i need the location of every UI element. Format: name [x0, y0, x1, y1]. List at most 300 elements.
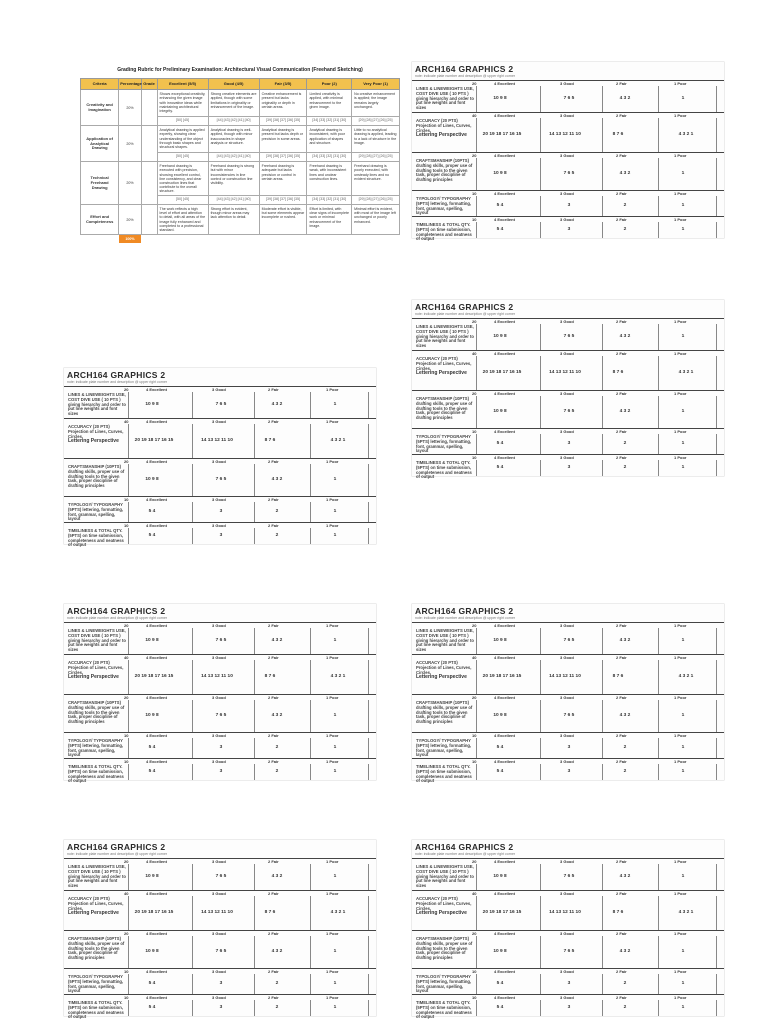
score-options[interactable]: 1	[333, 874, 337, 879]
score-options[interactable]: 7 6 5	[563, 949, 575, 954]
criteria-block	[64, 386, 376, 418]
table-divider	[476, 628, 477, 654]
criteria-label: TYPOLOGY/ TYPOGRAPHY (5PTS) lettering, formatting, font, grammar, spelling, layout	[68, 974, 124, 994]
score-options[interactable]: 2	[275, 769, 279, 774]
criteria-block	[412, 968, 724, 994]
rating-header: 2 Fair	[616, 113, 627, 118]
score-options[interactable]: 3	[567, 1005, 571, 1010]
table-divider	[658, 628, 659, 654]
score-options[interactable]: 4 3 2	[271, 477, 283, 482]
score-options[interactable]: 10 9 8	[145, 402, 159, 407]
rating-header: 2 Fair	[616, 455, 627, 460]
score-options[interactable]: 1	[681, 465, 685, 470]
score-options[interactable]: 3	[567, 227, 571, 232]
score-options[interactable]: 14 13 12 11 10	[201, 674, 233, 679]
rubric-descriptor: Freehand drawing is adequate but lacks precision or control in certain areas.	[259, 162, 307, 196]
rating-header: 2 Fair	[616, 319, 627, 324]
table-divider	[658, 700, 659, 732]
criteria-label: TIMELINESS & TOTAL QTY. (5PTS) on time submission, completeness and neatness of output	[416, 1000, 472, 1020]
rating-header: 1 Poor	[326, 419, 339, 424]
score-options[interactable]: 3	[567, 981, 571, 986]
criteria-label: CRAFTSMANSHIP (10PTS) drafting skills, proper use of drafting tools to the given task, proper discipline of drafting principles	[416, 700, 473, 725]
score-options[interactable]: 2	[623, 769, 627, 774]
criteria-label: ACCURACY (20 PTS) Projection of Lines, Curves, Circles, Lettering Perspective	[416, 357, 474, 377]
rubric-header: Percentage	[119, 78, 141, 90]
score-options[interactable]: 4 3 2	[619, 409, 631, 414]
score-options[interactable]: 1	[681, 171, 685, 176]
table-divider	[602, 158, 603, 190]
rating-header: 2 Fair	[616, 191, 627, 196]
table-divider	[658, 196, 659, 216]
score-options[interactable]: 4 3 2	[271, 949, 283, 954]
rubric-criteria: Technical Freehand Drawing	[81, 162, 119, 205]
table-divider	[368, 392, 369, 418]
score-options[interactable]: 1	[333, 745, 337, 750]
score-options[interactable]: 10 9 8	[493, 96, 507, 101]
table-divider	[602, 222, 603, 238]
rubric-percentage: 20%	[119, 205, 141, 235]
sheet-title: ARCH164 GRAPHICS 2	[67, 606, 166, 616]
table-divider	[540, 896, 541, 930]
table-divider	[192, 392, 193, 418]
criteria-header	[64, 890, 376, 897]
score-options[interactable]: 1	[333, 533, 337, 538]
score-options[interactable]: 4 3 2 1	[330, 438, 346, 443]
score-options[interactable]: 8 7 6	[612, 132, 624, 137]
score-options[interactable]: 14 13 12 11 10	[201, 910, 233, 915]
score-options[interactable]: 5 4	[148, 509, 156, 514]
criteria-points: 40	[124, 419, 129, 424]
score-options[interactable]: 1	[681, 949, 685, 954]
score-options[interactable]: 8 7 6	[264, 910, 276, 915]
table-divider	[368, 896, 369, 930]
criteria-label: TIMELINESS & TOTAL QTY. (5PTS) on time submission, completeness and neatness of output	[416, 764, 472, 784]
rubric-score-options: [34] [33] [32] [31] [30]	[307, 196, 352, 205]
rating-header: 3 Good	[212, 759, 226, 764]
score-options[interactable]: 8 7 6	[612, 910, 624, 915]
score-options[interactable]: 7 6 5	[563, 409, 575, 414]
score-options[interactable]: 5 4	[496, 441, 504, 446]
table-divider	[658, 974, 659, 994]
score-options[interactable]: 14 13 12 11 10	[549, 370, 581, 375]
score-options[interactable]: 4 3 2	[619, 874, 631, 879]
rubric-descriptor: Freehand drawing is executed with precision, showing excellent control, line consistency, and clear construction lines that contribute to the overall structure.	[157, 162, 208, 196]
rubric-grade-cell[interactable]	[141, 126, 157, 162]
score-options[interactable]: 1	[681, 769, 685, 774]
rating-header: 3 Good	[212, 969, 226, 974]
score-options[interactable]: 1	[681, 745, 685, 750]
table-divider	[602, 974, 603, 994]
score-options[interactable]: 7 6 5	[563, 171, 575, 176]
score-options[interactable]: 1	[333, 713, 337, 718]
criteria-points: 10	[472, 191, 477, 196]
criteria-block	[412, 216, 724, 242]
score-options[interactable]: 5 4	[496, 769, 504, 774]
rubric-descriptor: No creative enhancement is applied; the image remains largely unchanged.	[352, 90, 400, 117]
score-options[interactable]: 1	[681, 96, 685, 101]
score-options[interactable]: 7 6 5	[215, 874, 227, 879]
score-options[interactable]: 5 4	[496, 1005, 504, 1010]
score-options[interactable]: 2	[623, 203, 627, 208]
sheet-header	[412, 300, 724, 319]
score-options[interactable]: 20 19 18 17 16 15	[134, 438, 174, 443]
table-divider	[128, 896, 129, 930]
criteria-label: LINES & LINEWEIGHTS USE, COST DIVE USE ( 10 PTS ) giving hierarchy and order to put line weights and font sizes	[416, 324, 474, 349]
score-options[interactable]: 8 7 6	[612, 370, 624, 375]
sheet-subtitle: note: indicate plate number and description @ upper right corner	[67, 380, 168, 384]
rating-header: 1 Poor	[326, 733, 339, 738]
score-options[interactable]: 3	[567, 441, 571, 446]
score-options[interactable]: 7 6 5	[563, 713, 575, 718]
criteria-points: 40	[472, 891, 477, 896]
score-options[interactable]: 2	[275, 509, 279, 514]
score-options[interactable]: 2	[275, 533, 279, 538]
rating-header: 2 Fair	[268, 695, 279, 700]
table-divider	[128, 660, 129, 694]
score-options[interactable]: 1	[333, 402, 337, 407]
rating-header: 4 Excellent	[494, 351, 515, 356]
score-options[interactable]: 14 13 12 11 10	[549, 910, 581, 915]
score-options[interactable]: 10 9 8	[493, 713, 507, 718]
score-options[interactable]: 20 19 18 17 16 15	[482, 674, 522, 679]
table-divider	[310, 738, 311, 758]
rating-header: 2 Fair	[616, 429, 627, 434]
score-options[interactable]: 7 6 5	[563, 96, 575, 101]
table-divider	[192, 700, 193, 732]
score-options[interactable]: 14 13 12 11 10	[201, 438, 233, 443]
rubric-grade-cell[interactable]	[141, 205, 157, 235]
rubric-table	[80, 78, 400, 243]
score-options[interactable]: 2	[275, 981, 279, 986]
rubric-grade-cell[interactable]	[141, 162, 157, 205]
sheet-title: ARCH164 GRAPHICS 2	[67, 370, 166, 380]
rating-header: 3 Good	[212, 931, 226, 936]
score-options[interactable]: 4 3 2	[619, 638, 631, 643]
score-options[interactable]: 1	[681, 227, 685, 232]
score-options[interactable]: 5 4	[496, 203, 504, 208]
score-options[interactable]: 10 9 8	[145, 477, 159, 482]
score-options[interactable]: 3	[219, 509, 223, 514]
score-options[interactable]: 7 6 5	[215, 638, 227, 643]
criteria-block	[412, 152, 724, 190]
rating-header: 4 Excellent	[146, 733, 167, 738]
rating-header: 1 Poor	[326, 387, 339, 392]
criteria-header	[64, 418, 376, 425]
criteria-block	[412, 112, 724, 152]
table-divider	[540, 118, 541, 152]
table-divider	[602, 324, 603, 350]
score-options[interactable]: 5 4	[148, 745, 156, 750]
score-options[interactable]: 1	[681, 441, 685, 446]
table-divider	[716, 936, 717, 968]
rating-header: 3 Good	[212, 891, 226, 896]
table-divider	[658, 86, 659, 112]
rating-header: 4 Excellent	[494, 655, 515, 660]
score-options[interactable]: 10 9 8	[493, 334, 507, 339]
score-options[interactable]: 10 9 8	[493, 874, 507, 879]
rubric-percentage: 20%	[119, 162, 141, 205]
rating-header: 2 Fair	[268, 995, 279, 1000]
table-divider	[658, 936, 659, 968]
criteria-label: CRAFTSMANSHIP (10PTS) drafting skills, proper use of drafting tools to the given task, proper discipline of drafting principles	[68, 700, 125, 725]
score-options[interactable]: 2	[623, 745, 627, 750]
score-options[interactable]: 10 9 8	[145, 874, 159, 879]
criteria-label: ACCURACY (20 PTS) Projection of Lines, Curves, Circles, Lettering Perspective	[416, 661, 474, 681]
score-options[interactable]: 7 6 5	[563, 874, 575, 879]
score-options[interactable]: 2	[623, 227, 627, 232]
rating-header: 4 Excellent	[146, 387, 167, 392]
score-options[interactable]: 1	[681, 981, 685, 986]
score-options[interactable]: 7 6 5	[563, 334, 575, 339]
score-options[interactable]: 1	[681, 203, 685, 208]
score-options[interactable]: 1	[681, 874, 685, 879]
criteria-block	[412, 732, 724, 758]
table-divider	[192, 528, 193, 544]
score-options[interactable]: 4 3 2	[619, 713, 631, 718]
rubric-descriptor: Freehand drawing is strong but with minor inconsistencies in line control or construction line visibility.	[208, 162, 259, 196]
criteria-block	[64, 418, 376, 458]
criteria-block	[64, 622, 376, 654]
score-options[interactable]: 3	[567, 769, 571, 774]
table-divider	[368, 424, 369, 458]
score-options[interactable]: 3	[219, 533, 223, 538]
table-divider	[540, 764, 541, 780]
table-divider	[368, 764, 369, 780]
criteria-block	[412, 758, 724, 784]
score-options[interactable]: 5 4	[496, 745, 504, 750]
criteria-points: 20	[472, 319, 477, 324]
table-divider	[254, 392, 255, 418]
score-options[interactable]: 7 6 5	[215, 713, 227, 718]
criteria-label: TYPOLOGY/ TYPOGRAPHY (5PTS) lettering, formatting, font, grammar, spelling, layout	[416, 974, 472, 994]
criteria-label: TYPOLOGY/ TYPOGRAPHY (5PTS) lettering, formatting, font, grammar, spelling, layout	[68, 738, 124, 758]
score-options[interactable]: 3	[567, 203, 571, 208]
rating-header: 1 Poor	[326, 655, 339, 660]
score-options[interactable]: 20 19 18 17 16 15	[482, 910, 522, 915]
rubric-criteria: Application of Analytical Drawing	[81, 126, 119, 162]
rating-header: 4 Excellent	[146, 623, 167, 628]
rating-header: 1 Poor	[674, 995, 687, 1000]
rating-header: 2 Fair	[268, 623, 279, 628]
table-divider	[310, 764, 311, 780]
sheet-title: ARCH164 GRAPHICS 2	[415, 64, 514, 74]
score-options[interactable]: 3	[219, 769, 223, 774]
score-options[interactable]: 4 3 2 1	[330, 910, 346, 915]
score-options[interactable]: 2	[275, 745, 279, 750]
score-options[interactable]: 5 4	[148, 533, 156, 538]
rating-header: 1 Poor	[674, 191, 687, 196]
score-options[interactable]: 8 7 6	[612, 674, 624, 679]
criteria-block	[412, 994, 724, 1020]
rating-header: 3 Good	[212, 419, 226, 424]
score-options[interactable]: 20 19 18 17 16 15	[134, 674, 174, 679]
score-options[interactable]: 1	[333, 949, 337, 954]
score-options[interactable]: 1	[681, 1005, 685, 1010]
score-options[interactable]: 3	[567, 465, 571, 470]
score-options[interactable]: 5 4	[148, 981, 156, 986]
criteria-block	[64, 732, 376, 758]
criteria-label-emphasis: Lettering Perspective	[416, 674, 467, 681]
criteria-label: CRAFTSMANSHIP (10PTS) drafting skills, proper use of drafting tools to the given task, proper discipline of drafting principles	[68, 464, 125, 489]
score-options[interactable]: 7 6 5	[215, 949, 227, 954]
rating-header: 3 Good	[212, 655, 226, 660]
score-options[interactable]: 8 7 6	[264, 674, 276, 679]
rubric-header-row	[81, 78, 400, 90]
score-options[interactable]: 10 9 8	[493, 171, 507, 176]
score-options[interactable]: 1	[681, 638, 685, 643]
score-options[interactable]: 1	[333, 1005, 337, 1010]
table-divider	[192, 628, 193, 654]
score-options[interactable]: 7 6 5	[215, 477, 227, 482]
score-options[interactable]: 2	[623, 441, 627, 446]
score-options[interactable]: 20 19 18 17 16 15	[482, 132, 522, 137]
rating-header: 1 Poor	[326, 891, 339, 896]
score-options[interactable]: 3	[219, 745, 223, 750]
score-options[interactable]: 5 4	[148, 769, 156, 774]
score-options[interactable]: 4 3 2	[271, 713, 283, 718]
score-options[interactable]: 1	[333, 638, 337, 643]
criteria-header	[412, 350, 724, 357]
rating-header: 4 Excellent	[494, 969, 515, 974]
rating-header: 3 Good	[560, 931, 574, 936]
criteria-label: TIMELINESS & TOTAL QTY. (5PTS) on time submission, completeness and neatness of output	[416, 460, 472, 480]
score-options[interactable]: 14 13 12 11 10	[549, 674, 581, 679]
table-divider	[602, 628, 603, 654]
rubric-grade-cell[interactable]	[141, 90, 157, 126]
sheet-subtitle: note: indicate plate number and description @ upper right corner	[415, 616, 516, 620]
criteria-label: LINES & LINEWEIGHTS USE, COST DIVE USE ( 10 PTS ) giving hierarchy and order to put line weights and font sizes	[68, 864, 126, 889]
criteria-block	[412, 694, 724, 732]
score-options[interactable]: 10 9 8	[493, 638, 507, 643]
score-options[interactable]: 14 13 12 11 10	[549, 132, 581, 137]
rubric-score-options: [50] [45]	[157, 196, 208, 205]
score-options[interactable]: 10 9 8	[493, 409, 507, 414]
table-divider	[540, 356, 541, 390]
table-divider	[310, 392, 311, 418]
score-options[interactable]: 8 7 6	[264, 438, 276, 443]
table-divider	[254, 502, 255, 522]
score-options[interactable]: 7 6 5	[215, 402, 227, 407]
rating-header: 2 Fair	[616, 391, 627, 396]
score-options[interactable]: 4 3 2	[619, 96, 631, 101]
score-options[interactable]: 5 4	[148, 1005, 156, 1010]
score-options[interactable]: 10 9 8	[493, 949, 507, 954]
rating-header: 1 Poor	[674, 391, 687, 396]
score-options[interactable]: 3	[567, 745, 571, 750]
score-options[interactable]: 3	[219, 981, 223, 986]
score-options[interactable]: 10 9 8	[145, 638, 159, 643]
rubric-total-row	[81, 234, 400, 243]
score-options[interactable]: 1	[333, 981, 337, 986]
criteria-block	[412, 390, 724, 428]
score-options[interactable]: 20 19 18 17 16 15	[134, 910, 174, 915]
rating-header: 3 Good	[560, 623, 574, 628]
rating-header: 1 Poor	[674, 859, 687, 864]
table-divider	[716, 434, 717, 454]
score-options[interactable]: 10 9 8	[145, 949, 159, 954]
criteria-header	[412, 654, 724, 661]
score-options[interactable]: 4 3 2	[619, 334, 631, 339]
score-options[interactable]: 2	[623, 1005, 627, 1010]
rating-header: 1 Poor	[326, 859, 339, 864]
score-options[interactable]: 4 3 2 1	[678, 910, 694, 915]
criteria-label: TYPOLOGY/ TYPOGRAPHY (5PTS) lettering, formatting, font, grammar, spelling, layout	[416, 434, 472, 454]
score-options[interactable]: 4 3 2 1	[678, 674, 694, 679]
table-divider	[540, 196, 541, 216]
score-options[interactable]: 1	[333, 769, 337, 774]
score-options[interactable]: 10 9 8	[145, 713, 159, 718]
table-divider	[540, 700, 541, 732]
table-divider	[254, 738, 255, 758]
score-options[interactable]: 5 4	[496, 981, 504, 986]
criteria-points: 20	[472, 391, 477, 396]
table-divider	[602, 660, 603, 694]
score-options[interactable]: 4 3 2	[619, 171, 631, 176]
table-divider	[658, 396, 659, 428]
rating-header: 1 Poor	[326, 523, 339, 528]
score-options[interactable]: 1	[681, 334, 685, 339]
table-divider	[476, 86, 477, 112]
score-options[interactable]: 1	[681, 713, 685, 718]
rubric-score-options: [39] [38] [37] [36] [35]	[259, 153, 307, 162]
score-options[interactable]: 1	[681, 409, 685, 414]
rating-header: 2 Fair	[616, 153, 627, 158]
score-options[interactable]: 1	[333, 509, 337, 514]
sheet-header	[64, 604, 376, 623]
score-options[interactable]: 3	[219, 1005, 223, 1010]
score-options[interactable]: 2	[623, 465, 627, 470]
rubric-descriptor: Little to no analytical drawing is applied, leading to a lack of structure in the image.	[352, 126, 400, 153]
score-options[interactable]: 20 19 18 17 16 15	[482, 370, 522, 375]
table-divider	[540, 460, 541, 476]
score-options[interactable]: 2	[623, 981, 627, 986]
score-options[interactable]: 4 3 2	[619, 949, 631, 954]
table-divider	[476, 324, 477, 350]
criteria-block	[64, 694, 376, 732]
score-options[interactable]: 4 3 2 1	[678, 132, 694, 137]
rubric-title: Grading Rubric for Preliminary Examination: Architectural Visual Communication (Freehand Sketching)	[117, 67, 363, 73]
sheet-title: ARCH164 GRAPHICS 2	[67, 842, 166, 852]
rating-header: 1 Poor	[326, 931, 339, 936]
rating-header: 4 Excellent	[146, 459, 167, 464]
rating-header: 3 Good	[560, 81, 574, 86]
rating-header: 4 Excellent	[146, 695, 167, 700]
score-options[interactable]: 7 6 5	[563, 638, 575, 643]
score-options[interactable]: 5 4	[496, 465, 504, 470]
rating-header: 1 Poor	[674, 969, 687, 974]
rating-header: 3 Good	[560, 391, 574, 396]
score-options[interactable]: 2	[275, 1005, 279, 1010]
score-options[interactable]: 4 3 2 1	[678, 370, 694, 375]
rubric-header: Criteria	[81, 78, 119, 90]
score-options[interactable]: 4 3 2	[271, 874, 283, 879]
table-divider	[128, 628, 129, 654]
rating-header: 1 Poor	[674, 891, 687, 896]
sheet-header	[64, 840, 376, 859]
score-options[interactable]: 4 3 2 1	[330, 674, 346, 679]
table-divider	[716, 864, 717, 890]
criteria-block	[64, 522, 376, 548]
criteria-points: 20	[124, 623, 129, 628]
rubric-score-options: [29] [28] [27] [26] [25]	[352, 153, 400, 162]
score-options[interactable]: 5 4	[496, 227, 504, 232]
score-options[interactable]: 1	[333, 477, 337, 482]
score-options[interactable]: 4 3 2	[271, 638, 283, 643]
criteria-points: 20	[124, 931, 129, 936]
score-options[interactable]: 4 3 2	[271, 402, 283, 407]
criteria-block	[412, 654, 724, 694]
criteria-block	[64, 458, 376, 496]
